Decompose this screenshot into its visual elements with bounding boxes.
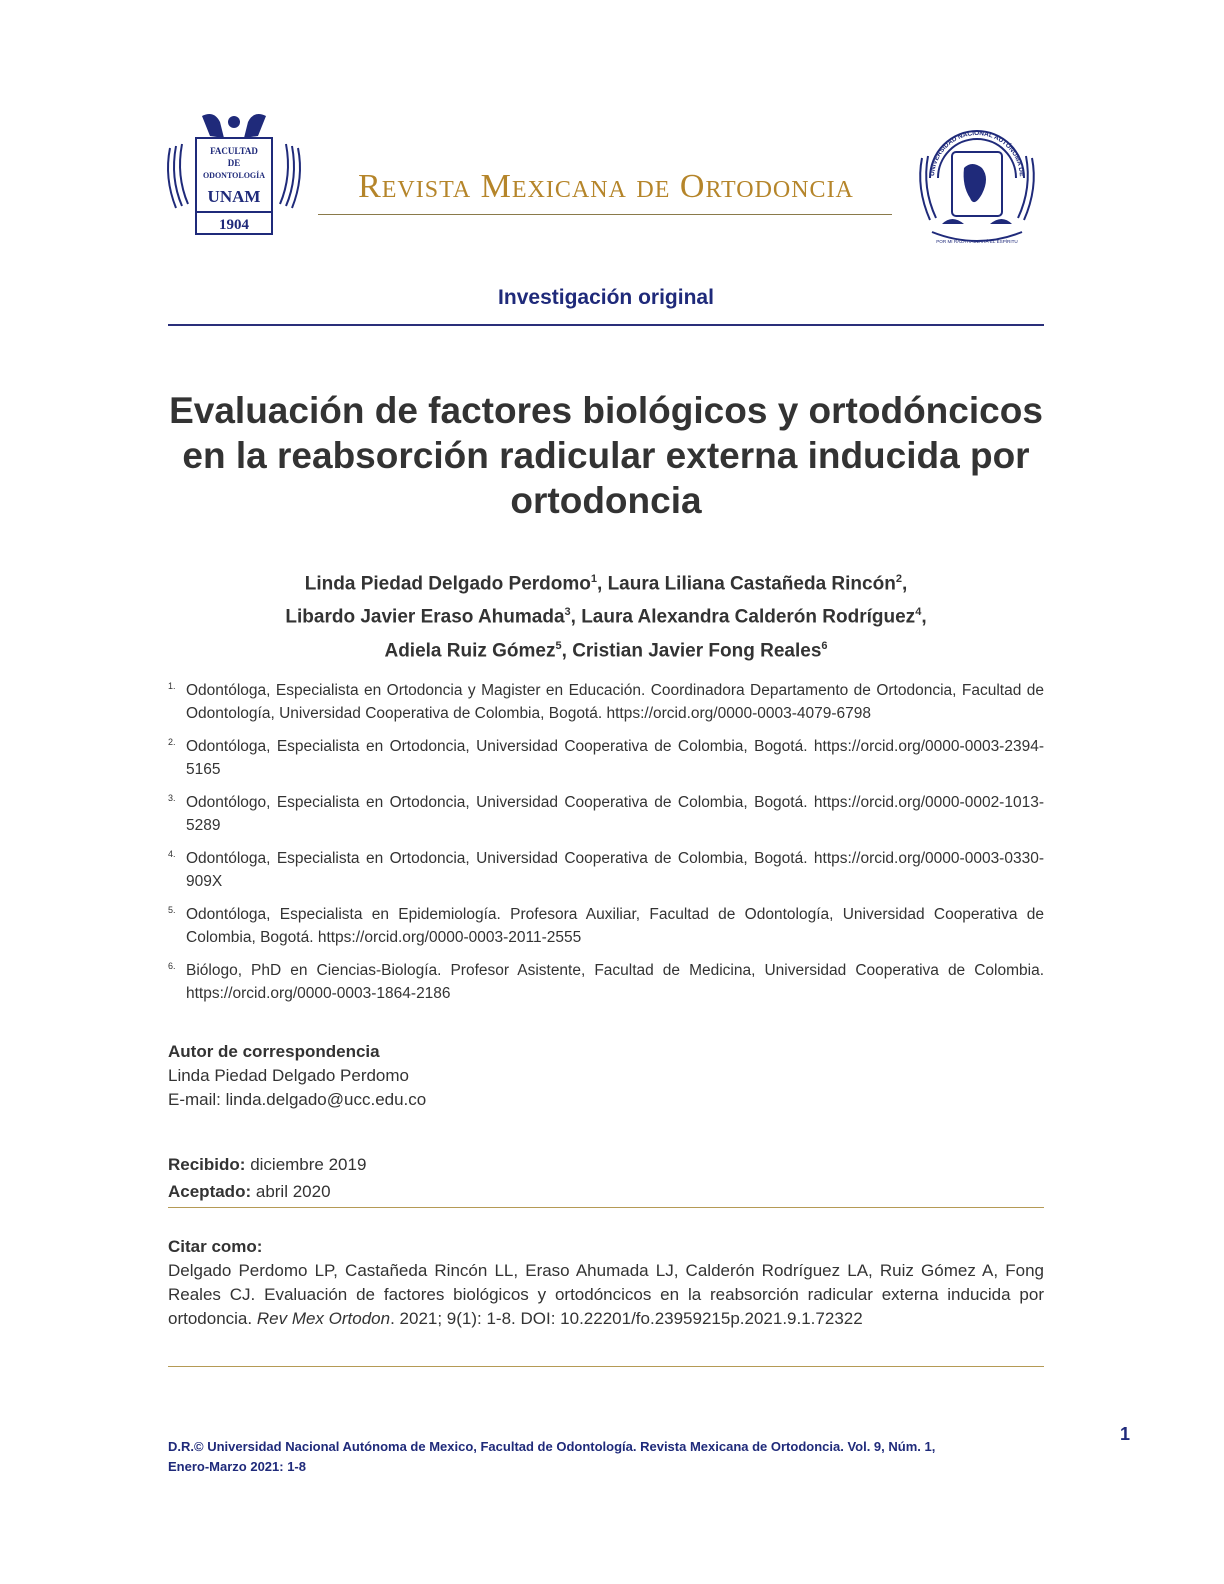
eagle-emblem-icon <box>162 108 306 238</box>
author-separator: , <box>921 606 927 628</box>
author-affil-mark: 3 <box>564 606 571 619</box>
author-affil-mark: 1 <box>590 573 597 585</box>
citation-journal: Rev Mex Ortodon <box>256 1309 391 1328</box>
unam-seal-icon <box>912 108 1042 250</box>
citation-block <box>168 1235 1044 1331</box>
affiliation-number: 2. <box>168 737 176 747</box>
affiliation-number: 3. <box>168 793 176 803</box>
footer-line2: Enero-Marzo 2021: 1-8 <box>168 1459 306 1474</box>
author-name: Laura Liliana Castañeda Rincón <box>607 573 896 595</box>
article-title: Evaluación de factores biológicos y ortodóncicos en la reabsorción radicular externa inducida por ortodoncia <box>169 390 1043 521</box>
affiliation-number: 5. <box>168 905 176 915</box>
affiliation-text: Odontólogo, Especialista en Ortodoncia, Universidad Cooperativa de Colombia, Bogotá. https://orcid.org/0000-0002-1013-5289 <box>186 794 1044 834</box>
unam-seal <box>912 108 1042 250</box>
accepted-label: Aceptado: <box>168 1182 252 1201</box>
page-number: 1 <box>1120 1424 1131 1444</box>
dates-rule <box>168 1207 1044 1208</box>
author-list <box>168 565 1044 665</box>
affiliation-number: 1. <box>168 681 176 691</box>
author-affil-mark: 4 <box>915 606 922 619</box>
logo-line1: FACULTAD <box>210 146 258 156</box>
section-label: Investigación original <box>498 286 714 309</box>
logo-line4: UNAM <box>207 187 261 206</box>
seal-motto: POR MI RAZA HABLARÁ EL ESPÍRITU <box>936 239 1018 244</box>
journal-title-rule <box>318 214 892 215</box>
affiliation-item <box>168 735 1044 781</box>
affiliation-item <box>168 679 1044 725</box>
dates-block <box>168 1151 1044 1205</box>
author-separator: , <box>561 639 573 661</box>
affiliation-item <box>168 903 1044 949</box>
logo-line5: 1904 <box>219 217 249 233</box>
logo-line3: ODONTOLOGÍA <box>202 171 266 180</box>
author-affil-mark: 5 <box>555 639 562 652</box>
author-affil-mark: 2 <box>895 573 902 585</box>
received-label: Recibido: <box>168 1155 246 1174</box>
affiliation-number: 6. <box>168 961 176 971</box>
footer-line1: D.R.© Universidad Nacional Autónoma de Mexico, Facultad de Odontología. Revista Mexicana de Ortodoncia. Vol. 9, Núm. 1, <box>168 1439 936 1454</box>
affiliation-item <box>168 847 1044 893</box>
affiliation-number: 4. <box>168 849 176 859</box>
affiliation-text: Biólogo, PhD en Ciencias-Biología. Profesor Asistente, Facultad de Medicina, Universidad Cooperativa de Colombia. https://orcid.org/0000-0003-1864-2186 <box>186 962 1044 1002</box>
affiliation-item <box>168 959 1044 1005</box>
author-name: Adiela Ruiz Gómez <box>384 639 556 661</box>
author-name: Libardo Javier Eraso Ahumada <box>285 606 565 628</box>
author-name: Laura Alexandra Calderón Rodríguez <box>581 606 916 628</box>
citation-after: . 2021; 9(1): 1-8. DOI: 10.22201/fo.23959215p.2021.9.1.72322 <box>390 1309 863 1328</box>
correspondence-heading: Autor de correspondencia <box>168 1042 380 1061</box>
logo-line2: DE <box>227 158 241 168</box>
citation-rule <box>168 1366 1044 1367</box>
affiliation-list <box>168 679 1044 1015</box>
correspondence-name: Linda Piedad Delgado Perdomo <box>168 1066 410 1085</box>
affiliation-item <box>168 791 1044 837</box>
seal-ring-text: UNIVERSIDAD NACIONAL AUTÓNOMA DE <box>929 129 1026 177</box>
correspondence-email[interactable]: E-mail: linda.delgado@ucc.edu.co <box>168 1090 427 1109</box>
author-separator: , <box>901 573 908 595</box>
journal-title: Revista Mexicana de Ortodoncia <box>358 168 854 205</box>
copyright-footer <box>168 1437 1068 1477</box>
affiliation-text: Odontóloga, Especialista en Ortodoncia, Universidad Cooperativa de Colombia, Bogotá. https://orcid.org/0000-0003-0330-909X <box>186 850 1044 890</box>
affiliation-text: Odontóloga, Especialista en Ortodoncia y Magister en Educación. Coordinadora Departamento de Ortodoncia, Facultad de Odontología, Universidad Cooperativa de Colombia, Bogotá. https://orcid.org/0000-0003-4079-6798 <box>186 682 1044 722</box>
author-name: Cristian Javier Fong Reales <box>572 639 822 661</box>
received-date: diciembre 2019 <box>250 1155 367 1174</box>
citation-heading: Citar como: <box>168 1237 263 1256</box>
author-name: Linda Piedad Delgado Perdomo <box>304 573 591 595</box>
author-separator: , <box>597 573 608 595</box>
affiliation-text: Odontóloga, Especialista en Epidemiología. Profesora Auxiliar, Facultad de Odontología, Universidad Cooperativa de Colombia, Bogotá. https://orcid.org/0000-0003-2011-2555 <box>186 906 1044 946</box>
citation-before: Delgado Perdomo LP, Castañeda Rincón LL, Eraso Ahumada LJ, Calderón Rodríguez LA, Ruiz Gómez A, Fong Reales CJ. Evaluación de factores biológicos y ortodóncicos en la reabsorción radicular externa inducida por ortodoncia. <box>168 1261 1044 1328</box>
accepted-date: abril 2020 <box>255 1182 331 1201</box>
correspondence-block <box>168 1040 1044 1112</box>
section-rule <box>168 324 1044 326</box>
affiliation-text: Odontóloga, Especialista en Ortodoncia, Universidad Cooperativa de Colombia, Bogotá. https://orcid.org/0000-0003-2394-5165 <box>186 738 1044 778</box>
author-affil-mark: 6 <box>821 639 828 652</box>
author-separator: , <box>570 606 582 628</box>
citation-text <box>168 1259 1044 1331</box>
faculty-logo <box>162 108 306 238</box>
